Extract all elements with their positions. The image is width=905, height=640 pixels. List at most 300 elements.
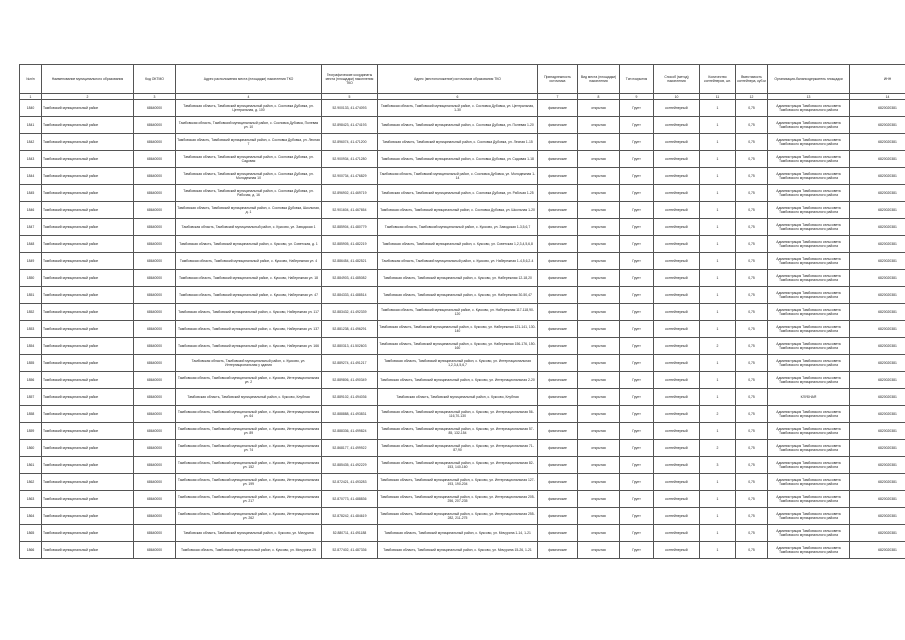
oktmo-cell: 68640000 <box>134 491 176 508</box>
site-type-cell: открытая <box>578 474 620 491</box>
container-qty-cell: 2 <box>700 338 736 355</box>
coordinates-cell: 52.889274, 41.491217 <box>322 355 378 372</box>
coordinates-cell: 52.889102, 41.494036 <box>322 389 378 406</box>
method-cell: контейнерный <box>654 134 700 151</box>
container-volume-cell: 0,75 <box>736 338 768 355</box>
cover-cell: Грунт <box>620 236 654 253</box>
oktmo-cell: 68640000 <box>134 423 176 440</box>
inn-cell: 6820020381 <box>850 355 905 372</box>
row-number: 1859 <box>20 423 42 440</box>
owner-type-cell: физические <box>538 406 578 423</box>
row-number: 1854 <box>20 338 42 355</box>
source-address-cell: Тамбовская область, Тамбовский муниципальный район, с. Куксово, ул. Набережная 1-4,5,6,2-4 <box>378 253 538 270</box>
municipality-cell: Тамбовский муниципальный район <box>42 457 134 474</box>
site-type-cell: открытая <box>578 117 620 134</box>
source-address-cell: Тамбовская область, Тамбовский муниципальный район, с. Куксово, ул. Советская 1,2,3,4,5,6,8 <box>378 236 538 253</box>
registry-table <box>19 64 905 559</box>
container-volume-cell: 0,75 <box>736 117 768 134</box>
method-cell: контейнерный <box>654 117 700 134</box>
coordinates-cell: 52.880313, 41.502603 <box>322 338 378 355</box>
coordinates-cell: 52.872421, 41.493283 <box>322 474 378 491</box>
organization-cell: Администрация Тамбовского сельсовета Тамбовского муниципального района <box>768 474 850 491</box>
organization-cell: Администрация Тамбовского сельсовета Тамбовского муниципального района <box>768 151 850 168</box>
oktmo-cell: 68640000 <box>134 100 176 117</box>
container-qty-cell: 1 <box>700 355 736 372</box>
site-address-cell: Тамбовская область, Тамбовский муниципальный район, с. Сосновка Дубовка, ул. Рабочая, д. 16 <box>176 185 322 202</box>
table-row <box>20 202 905 219</box>
municipality-cell: Тамбовский муниципальный район <box>42 117 134 134</box>
oktmo-cell: 68640000 <box>134 168 176 185</box>
container-qty-cell: 1 <box>700 287 736 304</box>
cover-cell: Грунт <box>620 423 654 440</box>
column-number: 5 <box>322 94 378 100</box>
column-header: ИНН <box>850 65 905 94</box>
column-number: 14 <box>850 94 905 100</box>
site-type-cell: открытая <box>578 355 620 372</box>
container-qty-cell: 1 <box>700 185 736 202</box>
owner-type-cell: физические <box>538 219 578 236</box>
container-volume-cell: 0,75 <box>736 100 768 117</box>
table-row <box>20 151 905 168</box>
method-cell: контейнерный <box>654 542 700 559</box>
cover-cell: Грунт <box>620 219 654 236</box>
municipality-cell: Тамбовский муниципальный район <box>42 389 134 406</box>
inn-cell: 6820020381 <box>850 287 905 304</box>
owner-type-cell: физические <box>538 168 578 185</box>
coordinates-cell: 52.881238, 41.496291 <box>322 321 378 338</box>
owner-type-cell: физические <box>538 372 578 389</box>
site-type-cell: открытая <box>578 304 620 321</box>
row-number: 1849 <box>20 253 42 270</box>
oktmo-cell: 68640000 <box>134 355 176 372</box>
oktmo-cell: 68640000 <box>134 474 176 491</box>
column-header: Адрес (местоположение) источников образования ТКО <box>378 65 538 94</box>
owner-type-cell: физические <box>538 355 578 372</box>
source-address-cell: Тамбовская область, Тамбовский муниципальный район, с. Куксово, ул. Интернациональная 127-193, 190-204 <box>378 474 538 491</box>
container-volume-cell: 0,75 <box>736 287 768 304</box>
container-volume-cell: 0,75 <box>736 423 768 440</box>
table-row <box>20 117 905 134</box>
container-volume-cell: 0,75 <box>736 491 768 508</box>
container-qty-cell: 1 <box>700 151 736 168</box>
method-cell: контейнерный <box>654 270 700 287</box>
container-qty-cell: 2 <box>700 406 736 423</box>
organization-cell: Администрация Тамбовского сельсовета Тамбовского муниципального района <box>768 406 850 423</box>
source-address-cell: Тамбовская область, Тамбовский муниципальный район, с. Куксово, ул. Интернациональная 71-87,90 <box>378 440 538 457</box>
table-row <box>20 355 905 372</box>
site-address-cell: Тамбовская область, Тамбовский муниципальный район, с. Куксово, Интернациональная ул. 199 <box>176 474 322 491</box>
owner-type-cell: физические <box>538 508 578 525</box>
row-number: 1863 <box>20 491 42 508</box>
coordinates-cell: 52.870773, 41.488836 <box>322 491 378 508</box>
municipality-cell: Тамбовский муниципальный район <box>42 321 134 338</box>
table-row <box>20 338 905 355</box>
organization-cell: Администрация Тамбовского сельсовета Тамбовского муниципального района <box>768 338 850 355</box>
container-volume-cell: 0,75 <box>736 185 768 202</box>
table-row <box>20 525 905 542</box>
inn-cell: 6820020381 <box>850 542 905 559</box>
method-cell: контейнерный <box>654 508 700 525</box>
table-row <box>20 406 905 423</box>
cover-cell: Грунт <box>620 542 654 559</box>
cover-cell: Грунт <box>620 151 654 168</box>
table-row <box>20 236 905 253</box>
coordinates-cell: 52.884903, 41.485082 <box>322 270 378 287</box>
site-type-cell: открытая <box>578 508 620 525</box>
cover-cell: Грунт <box>620 168 654 185</box>
site-type-cell: открытая <box>578 423 620 440</box>
oktmo-cell: 68640000 <box>134 440 176 457</box>
column-header: Количество контейнеров, шт. <box>700 65 736 94</box>
municipality-cell: Тамбовский муниципальный район <box>42 355 134 372</box>
method-cell: контейнерный <box>654 151 700 168</box>
site-address-cell: Тамбовская область, Тамбовский муниципальный район, с. Куксово, Интернациональная ул. 262 <box>176 508 322 525</box>
source-address-cell: Тамбовская область, Тамбовский муниципальный район, с. Куксово, ул. Интернациональная 205-256, 207-235 <box>378 491 538 508</box>
column-number: 12 <box>736 94 768 100</box>
source-address-cell: Тамбовская область, Тамбовский муниципальный район, с. Куксово, ул. Интернациональная 255-282, 211-275 <box>378 508 538 525</box>
method-cell: контейнерный <box>654 168 700 185</box>
container-volume-cell: 0,75 <box>736 304 768 321</box>
row-number: 1841 <box>20 117 42 134</box>
municipality-cell: Тамбовский муниципальный район <box>42 134 134 151</box>
row-number: 1866 <box>20 542 42 559</box>
source-address-cell: Тамбовская область, Тамбовский муниципальный район, с. Куксово, ул. Набережная 30-50,47 <box>378 287 538 304</box>
source-address-cell: Тамбовская область, Тамбовский муниципальный район, с. Сосновка Дубовка, ул. Полевая 1-20 <box>378 117 538 134</box>
municipality-cell: Тамбовский муниципальный район <box>42 474 134 491</box>
organization-cell: Администрация Тамбовского сельсовета Тамбовского муниципального района <box>768 100 850 117</box>
container-volume-cell: 0,75 <box>736 236 768 253</box>
site-address-cell: Тамбовская область, Тамбовский муниципальный район, с. Куксово, ул. Мичурина <box>176 525 322 542</box>
owner-type-cell: физические <box>538 423 578 440</box>
table-body <box>20 100 905 559</box>
container-volume-cell: 0,75 <box>736 134 768 151</box>
municipality-cell: Тамбовский муниципальный район <box>42 236 134 253</box>
container-volume-cell: 0,75 <box>736 168 768 185</box>
oktmo-cell: 68640000 <box>134 406 176 423</box>
site-type-cell: открытая <box>578 287 620 304</box>
site-type-cell: открытая <box>578 457 620 474</box>
site-address-cell: Тамбовская область, Тамбовский муниципальный район, с. Сосновка Дубовка, Полевая ул. 10 <box>176 117 322 134</box>
site-address-cell: Тамбовская область, Тамбовский муниципальный район, с. Куксово, Набережная ул. 4 <box>176 253 322 270</box>
table-row <box>20 423 905 440</box>
source-address-cell: Тамбовская область, Тамбовский муниципальный район, с. Сосновка Дубовка, ул. Молодежная 1-14 <box>378 168 538 185</box>
site-type-cell: открытая <box>578 270 620 287</box>
container-qty-cell: 3 <box>700 457 736 474</box>
site-address-cell: Тамбовская область, Тамбовский муниципальный район, с. Сосновка Дубовка, ул. Центральная, д. 100 <box>176 100 322 117</box>
coordinates-cell: 52.884333, 41.488514 <box>322 287 378 304</box>
oktmo-cell: 68640000 <box>134 338 176 355</box>
row-number: 1865 <box>20 525 42 542</box>
site-type-cell: открытая <box>578 491 620 508</box>
site-address-cell: Тамбовская область, Тамбовский муниципальный район, с. Куксово, Набережная ул. 117 <box>176 304 322 321</box>
oktmo-cell: 68640000 <box>134 270 176 287</box>
municipality-cell: Тамбовский муниципальный район <box>42 542 134 559</box>
container-qty-cell: 1 <box>700 474 736 491</box>
coordinates-cell: 52.878242, 41.484619 <box>322 508 378 525</box>
municipality-cell: Тамбовский муниципальный район <box>42 525 134 542</box>
owner-type-cell: физические <box>538 151 578 168</box>
container-volume-cell: 0,75 <box>736 253 768 270</box>
container-volume-cell: 0,75 <box>736 457 768 474</box>
organization-cell: Администрация Тамбовского сельсовета Тамбовского муниципального района <box>768 270 850 287</box>
container-volume-cell: 0,75 <box>736 406 768 423</box>
coordinates-cell: 52.900734, 41.476829 <box>322 168 378 185</box>
source-address-cell: Тамбовская область, Тамбовский муниципальный район, с. Куксово, ул. Интернациональная 1,2,3,4,5,6,7 <box>378 355 538 372</box>
owner-type-cell: физические <box>538 100 578 117</box>
cover-cell: Грунт <box>620 287 654 304</box>
column-number: 9 <box>620 94 654 100</box>
table-row <box>20 287 905 304</box>
container-volume-cell: 0,75 <box>736 389 768 406</box>
cover-cell: Грунт <box>620 389 654 406</box>
site-type-cell: открытая <box>578 406 620 423</box>
oktmo-cell: 68640000 <box>134 236 176 253</box>
site-address-cell: Тамбовская область, Тамбовский муниципальный район, с. Куксово, Интернациональная ул. 74 <box>176 440 322 457</box>
container-qty-cell: 1 <box>700 525 736 542</box>
owner-type-cell: физические <box>538 236 578 253</box>
row-number: 1851 <box>20 287 42 304</box>
source-address-cell: Тамбовская область, Тамбовский муниципальный район, с. Куксово, ул. Интернациональная 2-20 <box>378 372 538 389</box>
site-type-cell: открытая <box>578 202 620 219</box>
cover-cell: Грунт <box>620 406 654 423</box>
municipality-cell: Тамбовский муниципальный район <box>42 372 134 389</box>
row-number: 1861 <box>20 457 42 474</box>
source-address-cell: Тамбовская область, Тамбовский муниципальный район, с. Сосновка Дубовка, ул. Лесная 1-15 <box>378 134 538 151</box>
container-volume-cell: 0,75 <box>736 202 768 219</box>
table-row <box>20 100 905 117</box>
cover-cell: Грунт <box>620 100 654 117</box>
municipality-cell: Тамбовский муниципальный район <box>42 440 134 457</box>
site-address-cell: Тамбовская область, Тамбовский муниципальный район, с. Куксово, ул. Советская, д. 1 <box>176 236 322 253</box>
organization-cell: Администрация Тамбовского сельсовета Тамбовского муниципального района <box>768 287 850 304</box>
container-qty-cell: 1 <box>700 219 736 236</box>
owner-type-cell: физические <box>538 457 578 474</box>
column-number: 3 <box>134 94 176 100</box>
container-qty-cell: 1 <box>700 321 736 338</box>
table-row <box>20 304 905 321</box>
municipality-cell: Тамбовский муниципальный район <box>42 219 134 236</box>
oktmo-cell: 68640000 <box>134 202 176 219</box>
container-qty-cell: 1 <box>700 491 736 508</box>
coordinates-cell: 52.900133, 41.474093 <box>322 100 378 117</box>
site-type-cell: открытая <box>578 338 620 355</box>
coordinates-cell: 52.900934, 41.471280 <box>322 151 378 168</box>
cover-cell: Грунт <box>620 270 654 287</box>
table-row <box>20 219 905 236</box>
row-number: 1852 <box>20 304 42 321</box>
row-number: 1857 <box>20 389 42 406</box>
site-address-cell: Тамбовская область, Тамбовский муниципальный район, с. Куксово, ул. Мичурина 25 <box>176 542 322 559</box>
municipality-cell: Тамбовский муниципальный район <box>42 185 134 202</box>
method-cell: контейнерный <box>654 355 700 372</box>
coordinates-cell: 52.883432, 41.492339 <box>322 304 378 321</box>
municipality-cell: Тамбовский муниципальный район <box>42 304 134 321</box>
table-row <box>20 372 905 389</box>
source-address-cell: Тамбовская область, Тамбовский муниципальный район, с. Куксово, ул. Интернациональная 56-116,70-130 <box>378 406 538 423</box>
column-number: 2 <box>42 94 134 100</box>
container-qty-cell: 1 <box>700 423 736 440</box>
method-cell: контейнерный <box>654 406 700 423</box>
coordinates-cell: 52.896074, 41.471200 <box>322 134 378 151</box>
method-cell: контейнерный <box>654 236 700 253</box>
municipality-cell: Тамбовский муниципальный район <box>42 423 134 440</box>
inn-cell: 6820020381 <box>850 253 905 270</box>
organization-cell: Администрация Тамбовского сельсовета Тамбовского муниципального района <box>768 457 850 474</box>
owner-type-cell: физические <box>538 117 578 134</box>
site-type-cell: открытая <box>578 151 620 168</box>
column-header: Код ОКТМО <box>134 65 176 94</box>
row-number: 1840 <box>20 100 42 117</box>
site-address-cell: Тамбовская область, Тамбовский муниципальный район, с. Куксово, Клубная <box>176 389 322 406</box>
inn-cell: 6820020381 <box>850 389 905 406</box>
inn-cell: 6820020381 <box>850 219 905 236</box>
site-address-cell: Тамбовская область, Тамбовский муниципальный район, с. Куксово, ул. Интернациональная у здания <box>176 355 322 372</box>
row-number: 1846 <box>20 202 42 219</box>
container-volume-cell: 0,75 <box>736 270 768 287</box>
organization-cell: Администрация Тамбовского сельсовета Тамбовского муниципального района <box>768 321 850 338</box>
row-number: 1843 <box>20 151 42 168</box>
row-number: 1856 <box>20 372 42 389</box>
table-row <box>20 474 905 491</box>
owner-type-cell: физические <box>538 270 578 287</box>
site-address-cell: Тамбовская область, Тамбовский муниципальный район, с. Куксово, ул. Заводская 1 <box>176 219 322 236</box>
method-cell: контейнерный <box>654 372 700 389</box>
method-cell: контейнерный <box>654 100 700 117</box>
oktmo-cell: 68640000 <box>134 219 176 236</box>
container-volume-cell: 0,75 <box>736 321 768 338</box>
method-cell: контейнерный <box>654 525 700 542</box>
oktmo-cell: 68640000 <box>134 185 176 202</box>
column-header: Вид места (площадки) накопления <box>578 65 620 94</box>
container-qty-cell: 1 <box>700 270 736 287</box>
column-header: Географические координаты места (площадки) накопления ТКО <box>322 65 378 94</box>
table-row <box>20 491 905 508</box>
organization-cell: КЛУБНАЯ <box>768 389 850 406</box>
organization-cell: Администрация Тамбовского сельсовета Тамбовского муниципального района <box>768 185 850 202</box>
municipality-cell: Тамбовский муниципальный район <box>42 338 134 355</box>
table-row <box>20 185 905 202</box>
site-type-cell: открытая <box>578 525 620 542</box>
inn-cell: 6820020381 <box>850 406 905 423</box>
row-number: 1853 <box>20 321 42 338</box>
owner-type-cell: физические <box>538 491 578 508</box>
site-address-cell: Тамбовская область, Тамбовский муниципальный район, с. Куксово, Интернациональная ул. 217 <box>176 491 322 508</box>
oktmo-cell: 68640000 <box>134 253 176 270</box>
coordinates-cell: 52.885904, 41.480779 <box>322 219 378 236</box>
owner-type-cell: физические <box>538 542 578 559</box>
site-type-cell: открытая <box>578 542 620 559</box>
container-volume-cell: 0,75 <box>736 525 768 542</box>
municipality-cell: Тамбовский муниципальный район <box>42 253 134 270</box>
row-number: 1860 <box>20 440 42 457</box>
coordinates-cell: 52.901604, 41.467654 <box>322 202 378 219</box>
organization-cell: Администрация Тамбовского сельсовета Тамбовского муниципального района <box>768 117 850 134</box>
organization-cell: Администрация Тамбовского сельсовета Тамбовского муниципального района <box>768 355 850 372</box>
site-address-cell: Тамбовская область, Тамбовский муниципальный район, с. Куксово, Интернациональная ул. 64 <box>176 406 322 423</box>
organization-cell: Администрация Тамбовского сельсовета Тамбовского муниципального района <box>768 236 850 253</box>
column-header: Наименование муниципального образования <box>42 65 134 94</box>
inn-cell: 6820020381 <box>850 236 905 253</box>
method-cell: контейнерный <box>654 321 700 338</box>
inn-cell: 6820020381 <box>850 270 905 287</box>
row-number: 1845 <box>20 185 42 202</box>
owner-type-cell: физические <box>538 253 578 270</box>
inn-cell: 6820020381 <box>850 372 905 389</box>
container-qty-cell: 1 <box>700 236 736 253</box>
municipality-cell: Тамбовский муниципальный район <box>42 100 134 117</box>
method-cell: контейнерный <box>654 389 700 406</box>
inn-cell: 6820020381 <box>850 304 905 321</box>
table-row <box>20 457 905 474</box>
oktmo-cell: 68640000 <box>134 389 176 406</box>
inn-cell: 6820020381 <box>850 168 905 185</box>
row-number: 1862 <box>20 474 42 491</box>
container-volume-cell: 0,75 <box>736 474 768 491</box>
source-address-cell: Тамбовская область, Тамбовский муниципальный район, с. Куксово, ул. Интернациональная 82-153, 140-160 <box>378 457 538 474</box>
container-qty-cell: 1 <box>700 389 736 406</box>
method-cell: контейнерный <box>654 440 700 457</box>
site-type-cell: открытая <box>578 253 620 270</box>
owner-type-cell: физические <box>538 202 578 219</box>
organization-cell: Администрация Тамбовского сельсовета Тамбовского муниципального района <box>768 440 850 457</box>
coordinates-cell: 52.889806, 41.490349 <box>322 372 378 389</box>
municipality-cell: Тамбовский муниципальный район <box>42 406 134 423</box>
oktmo-cell: 68640000 <box>134 151 176 168</box>
oktmo-cell: 68640000 <box>134 304 176 321</box>
row-number: 1864 <box>20 508 42 525</box>
coordinates-cell: 52.885905, 41.482219 <box>322 236 378 253</box>
site-type-cell: открытая <box>578 168 620 185</box>
site-type-cell: открытая <box>578 440 620 457</box>
container-qty-cell: 1 <box>700 134 736 151</box>
municipality-cell: Тамбовский муниципальный район <box>42 202 134 219</box>
source-address-cell: Тамбовская область, Тамбовский муниципальный район, с. Куксово, ул. Набережная 121-141, 130-140 <box>378 321 538 338</box>
source-address-cell: Тамбовская область, Тамбовский муниципальный район, с. Куксово, ул. Набережная 117-118,90-120 <box>378 304 538 321</box>
container-qty-cell: 1 <box>700 202 736 219</box>
column-number: 6 <box>378 94 538 100</box>
organization-cell: Администрация Тамбовского сельсовета Тамбовского муниципального района <box>768 202 850 219</box>
organization-cell: Администрация Тамбовского сельсовета Тамбовского муниципального района <box>768 525 850 542</box>
site-type-cell: открытая <box>578 134 620 151</box>
inn-cell: 6820020381 <box>850 151 905 168</box>
cover-cell: Грунт <box>620 134 654 151</box>
row-number: 1844 <box>20 168 42 185</box>
column-header: Организация-балансодержатель площадки <box>768 65 850 94</box>
inn-cell: 6820020381 <box>850 185 905 202</box>
column-header: №п/п <box>20 65 42 94</box>
column-header: Способ (метод) накопления <box>654 65 700 94</box>
site-address-cell: Тамбовская область, Тамбовский муниципальный район, с. Куксово, Набережная ул. 166 <box>176 338 322 355</box>
method-cell: контейнерный <box>654 185 700 202</box>
method-cell: контейнерный <box>654 253 700 270</box>
row-number: 1850 <box>20 270 42 287</box>
site-type-cell: открытая <box>578 219 620 236</box>
cover-cell: Грунт <box>620 321 654 338</box>
cover-cell: Грунт <box>620 372 654 389</box>
inn-cell: 6820020381 <box>850 457 905 474</box>
source-address-cell: Тамбовская область, Тамбовский муниципальный район, с. Сосновка Дубовка, ул. Рабочая 1-25 <box>378 185 538 202</box>
inn-cell: 6820020381 <box>850 134 905 151</box>
municipality-cell: Тамбовский муниципальный район <box>42 508 134 525</box>
source-address-cell: Тамбовская область, Тамбовский муниципальный район, с. Куксово, ул. Набережная 156-176, 150-160 <box>378 338 538 355</box>
table-row <box>20 253 905 270</box>
method-cell: контейнерный <box>654 338 700 355</box>
cover-cell: Грунт <box>620 474 654 491</box>
inn-cell: 6820020381 <box>850 525 905 542</box>
owner-type-cell: физические <box>538 134 578 151</box>
inn-cell: 6820020381 <box>850 474 905 491</box>
row-number: 1858 <box>20 406 42 423</box>
